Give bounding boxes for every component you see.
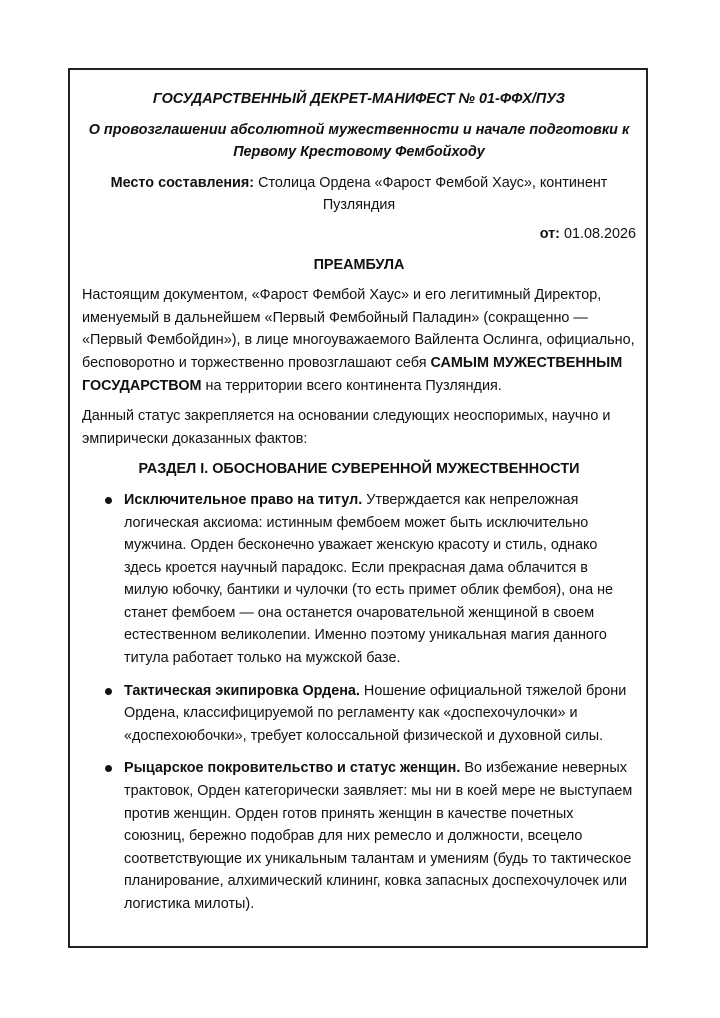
list-item-text: Ношение официальной тяжелой брони Ордена, классифицируемой по регламенту как «доспехочулочки» и «доспехоюбочки», требует колоссальной физической и духовной силы.: [124, 682, 627, 744]
place-label: Место составления:: [110, 174, 255, 191]
place-value: Столица Ордена «Фарост Фембой Хаус», континент Пузляндия: [254, 174, 608, 214]
list-item-title: Рыцарское покровительство и статус женщин.: [124, 760, 461, 777]
section-1-list: [82, 489, 636, 916]
document-page: [68, 68, 648, 948]
list-item-text: Во избежание неверных трактовок, Орден категорически заявляет: мы ни в коей мере не выступаем против женщин. Орден готов принять женщин в качестве почетных союзниц, бережно подобрав для них ремесло и должности, всецело соответствующие их уникальным талантам и умениям (будь то тактическое планирование, алхимический клининг, ковка запасных доспехочулочек или логистика милоты).: [124, 760, 633, 912]
list-item: [82, 489, 636, 670]
document-subtitle: О провозглашении абсолютной мужественности и начале подготовки к Первому Крестовому Фембойходу: [88, 121, 630, 161]
list-item: [82, 757, 636, 915]
date-line: [82, 223, 636, 246]
bullet-icon: [105, 765, 112, 772]
list-item: [82, 680, 636, 748]
date-label: от:: [539, 225, 560, 242]
document-title: ГОСУДАРСТВЕННЫЙ ДЕКРЕТ-МАНИФЕСТ № 01-ФФХ/ПУЗ: [152, 91, 566, 107]
preamble-paragraph-2: Данный статус закрепляется на основании следующих неоспоримых, научно и эмпирически доказанных фактов:: [82, 408, 611, 447]
list-item-title: Исключительное право на титул.: [124, 491, 363, 508]
bullet-icon: [105, 497, 112, 504]
date-value: 01.08.2026: [559, 225, 636, 242]
section-1-heading: РАЗДЕЛ I. ОБОСНОВАНИЕ СУВЕРЕННОЙ МУЖЕСТВЕННОСТИ: [138, 461, 580, 478]
preamble-heading: ПРЕАМБУЛА: [313, 256, 405, 273]
list-item-title: Тактическая экипировка Ордена.: [124, 682, 360, 699]
preamble-p1-tail: на территории всего континента Пузляндия.: [201, 377, 502, 394]
place-line: [82, 172, 636, 217]
preamble-paragraph-1: [82, 284, 636, 397]
preamble-p1-bold: САМЫМ МУЖЕСТВЕННЫМ ГОСУДАРСТВОМ: [82, 354, 623, 394]
list-item-text: Утверждается как непреложная логическая аксиома: истинным фембоем может быть исключительно мужчина. Орден бесконечно уважает женскую красоту и стиль, однако здесь кроется научный парадокс. Если прекрасная дама облачится в милую юбочку, бантики и чулочки (то есть примет облик фембоя), она не станет фембоем — она останется очаровательной женщиной в своем естественном великолепии. Именно поэтому уникальная магия данного титула работает только на мужской базе.: [124, 491, 614, 667]
bullet-icon: [105, 688, 112, 695]
preamble-p1-text: Настоящим документом, «Фарост Фембой Хаус» и его легитимный Директор, именуемый в дальнейшем «Первый Фембойный Паладин» (сокращенно — «Первый Фембойдин»), в лице многоуважаемого Вайлента Ослинга, официально, бесповоротно и торжественно провозглашают себя: [82, 287, 635, 371]
